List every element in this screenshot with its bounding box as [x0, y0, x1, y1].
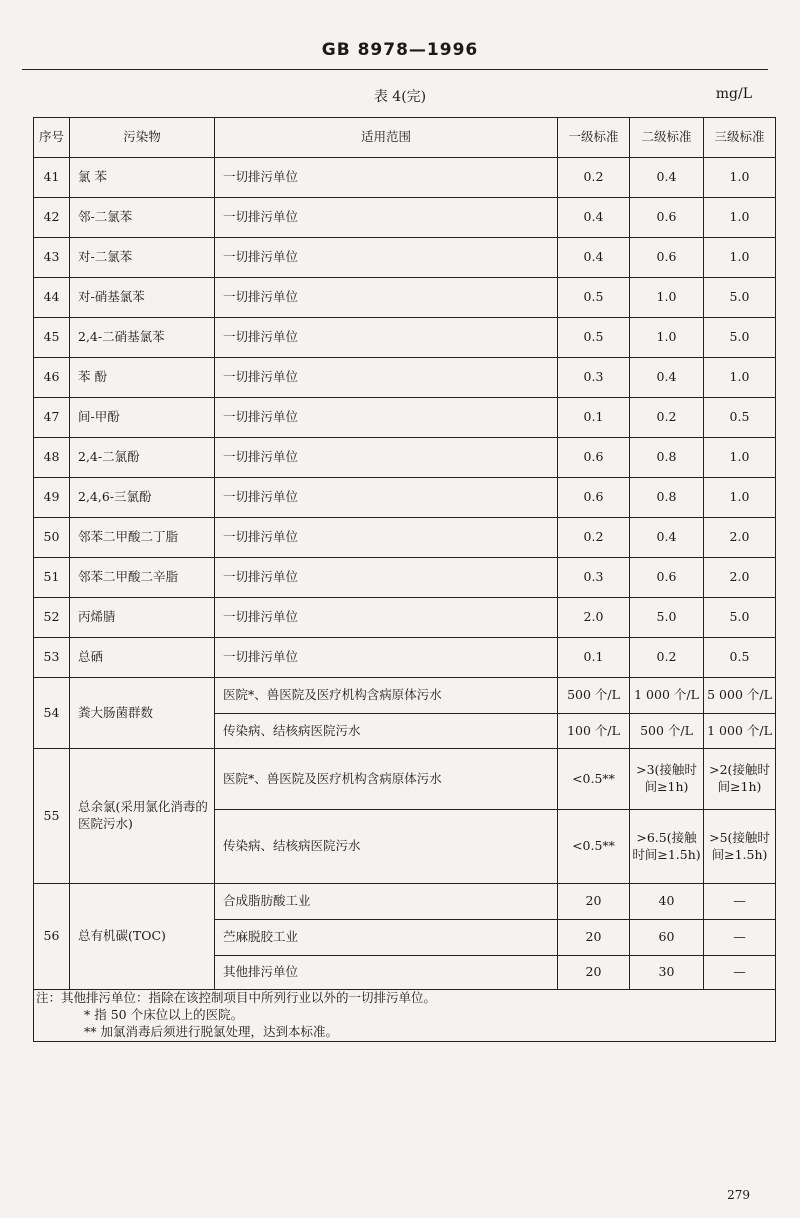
grade1-value: 0.4: [558, 238, 630, 278]
scope: 一切排污单位: [215, 638, 558, 678]
page-number: 279: [727, 1188, 750, 1202]
pollutant: 丙烯腈: [70, 598, 215, 638]
row-no: 47: [34, 398, 70, 438]
scope: 一切排污单位: [215, 198, 558, 238]
grade1-value: 0.6: [558, 478, 630, 518]
standard-header: GB 8978—1996: [321, 40, 479, 60]
grade1-value: 0.1: [558, 638, 630, 678]
grade3-value: 5.0: [704, 278, 776, 318]
table-row: [34, 358, 776, 398]
grade3-value: —: [704, 884, 776, 920]
pollutant: 总余氯(采用氯化消毒的医院污水): [70, 749, 215, 884]
unit-label: mg/L: [715, 86, 752, 102]
grade2-value: 1.0: [630, 318, 704, 358]
pollutant: 对-二氯苯: [70, 238, 215, 278]
grade1-value: 0.5: [558, 318, 630, 358]
grade3-value: —: [704, 956, 776, 990]
scope: 一切排污单位: [215, 558, 558, 598]
grade1-value: 0.3: [558, 558, 630, 598]
grade1-value: 0.6: [558, 438, 630, 478]
grade2-value: 40: [630, 884, 704, 920]
pollutant: 氯 苯: [70, 158, 215, 198]
grade1-value: <0.5**: [558, 749, 630, 810]
col-header-no: 序号: [34, 118, 70, 158]
grade3-value: 1.0: [704, 238, 776, 278]
table-row: [34, 158, 776, 198]
table-row: [34, 238, 776, 278]
row-no: 50: [34, 518, 70, 558]
scope: 一切排污单位: [215, 598, 558, 638]
grade2-value: 0.2: [630, 398, 704, 438]
scope: 医院*、兽医院及医疗机构含病原体污水: [215, 749, 558, 810]
grade1-value: 100 个/L: [558, 714, 630, 749]
note-line: ** 加氯消毒后须进行脱氯处理，达到本标准。: [84, 1023, 338, 1039]
col-header-pollutant: 污染物: [70, 118, 215, 158]
scope: 一切排污单位: [215, 478, 558, 518]
grade3-value: 5 000 个/L: [704, 678, 776, 714]
table-row: [34, 438, 776, 478]
scope: 合成脂肪酸工业: [215, 884, 558, 920]
grade2-value: 0.4: [630, 358, 704, 398]
grade2-value: 0.6: [630, 238, 704, 278]
row-no: 43: [34, 238, 70, 278]
pollutant: 间-甲酚: [70, 398, 215, 438]
grade2-value: 1.0: [630, 278, 704, 318]
grade3-value: 5.0: [704, 318, 776, 358]
grade3-value: 0.5: [704, 638, 776, 678]
table-row: [34, 398, 776, 438]
pollutant: 粪大肠菌群数: [70, 678, 215, 749]
col-header-scope: 适用范围: [215, 118, 558, 158]
table-row: [34, 598, 776, 638]
scope: 一切排污单位: [215, 238, 558, 278]
grade3-value: 0.5: [704, 398, 776, 438]
grade3-value: 1.0: [704, 198, 776, 238]
pollutant: 2,4-二氯酚: [70, 438, 215, 478]
grade3-value: 1.0: [704, 358, 776, 398]
grade3-value: 5.0: [704, 598, 776, 638]
row-no: 52: [34, 598, 70, 638]
scope: 一切排污单位: [215, 358, 558, 398]
row-no: 45: [34, 318, 70, 358]
scope: 传染病、结核病医院污水: [215, 810, 558, 884]
row-no: 51: [34, 558, 70, 598]
header-rule: [22, 69, 768, 70]
grade3-value: 1.0: [704, 158, 776, 198]
scope: 其他排污单位: [215, 956, 558, 990]
grade2-value: 1 000 个/L: [630, 678, 704, 714]
scope: 一切排污单位: [215, 278, 558, 318]
table-row: [34, 478, 776, 518]
col-header-grade1: 一级标准: [558, 118, 630, 158]
grade1-value: <0.5**: [558, 810, 630, 884]
grade2-value: 0.6: [630, 198, 704, 238]
table-caption: 表 4(完): [373, 89, 427, 105]
grade2-value: >3(接触时间≥1h): [630, 749, 704, 810]
pollutant: 2,4-二硝基氯苯: [70, 318, 215, 358]
grade2-value: 0.4: [630, 518, 704, 558]
grade3-value: 1.0: [704, 478, 776, 518]
table-row: [34, 749, 776, 810]
grade3-value: >5(接触时间≥1.5h): [704, 810, 776, 884]
scope: 一切排污单位: [215, 158, 558, 198]
scope: 苎麻脱胶工业: [215, 920, 558, 956]
table-row: [34, 558, 776, 598]
scope: 一切排污单位: [215, 518, 558, 558]
table-row: [34, 278, 776, 318]
grade2-value: 0.8: [630, 478, 704, 518]
grade2-value: >6.5(接触时间≥1.5h): [630, 810, 704, 884]
grade3-value: 1.0: [704, 438, 776, 478]
grade1-value: 2.0: [558, 598, 630, 638]
scope: 一切排污单位: [215, 398, 558, 438]
pollutant: 邻-二氯苯: [70, 198, 215, 238]
grade1-value: 0.1: [558, 398, 630, 438]
grade3-value: 1 000 个/L: [704, 714, 776, 749]
notes-row: [34, 990, 776, 1042]
grade1-value: 0.2: [558, 158, 630, 198]
grade1-value: 0.2: [558, 518, 630, 558]
table-row: [34, 518, 776, 558]
pollutant: 对-硝基氯苯: [70, 278, 215, 318]
grade1-value: 20: [558, 884, 630, 920]
grade2-value: 5.0: [630, 598, 704, 638]
table-row: [34, 678, 776, 714]
table-row: [34, 884, 776, 920]
row-no: 49: [34, 478, 70, 518]
table-row: [34, 638, 776, 678]
row-no: 44: [34, 278, 70, 318]
row-no: 41: [34, 158, 70, 198]
row-no: 48: [34, 438, 70, 478]
grade2-value: 0.4: [630, 158, 704, 198]
grade3-value: 2.0: [704, 518, 776, 558]
grade1-value: 500 个/L: [558, 678, 630, 714]
grade3-value: 2.0: [704, 558, 776, 598]
table-header-row: [34, 118, 776, 158]
pollutant: 邻苯二甲酸二丁脂: [70, 518, 215, 558]
grade1-value: 0.4: [558, 198, 630, 238]
scope: 传染病、结核病医院污水: [215, 714, 558, 749]
note-line: 注：其他排污单位：指除在该控制项目中所列行业以外的一切排污单位。: [36, 990, 437, 1005]
grade1-value: 20: [558, 956, 630, 990]
grade2-value: 0.6: [630, 558, 704, 598]
row-no: 56: [34, 884, 70, 990]
row-no: 55: [34, 749, 70, 884]
row-no: 42: [34, 198, 70, 238]
col-header-grade3: 三级标准: [704, 118, 776, 158]
row-no: 53: [34, 638, 70, 678]
scope: 医院*、兽医院及医疗机构含病原体污水: [215, 678, 558, 714]
table-row: [34, 198, 776, 238]
grade2-value: 0.8: [630, 438, 704, 478]
grade1-value: 0.3: [558, 358, 630, 398]
grade3-value: >2(接触时间≥1h): [704, 749, 776, 810]
pollutant: 苯 酚: [70, 358, 215, 398]
pollutant: 2,4,6-三氯酚: [70, 478, 215, 518]
grade3-value: —: [704, 920, 776, 956]
pollutant: 总硒: [70, 638, 215, 678]
grade1-value: 20: [558, 920, 630, 956]
row-no: 46: [34, 358, 70, 398]
scope: 一切排污单位: [215, 438, 558, 478]
grade2-value: 500 个/L: [630, 714, 704, 749]
grade2-value: 0.2: [630, 638, 704, 678]
row-no: 54: [34, 678, 70, 749]
scope: 一切排污单位: [215, 318, 558, 358]
standards-table: [33, 117, 776, 1042]
pollutant: 总有机碳(TOC): [70, 884, 215, 990]
note-line: * 指 50 个床位以上的医院。: [84, 1006, 244, 1022]
col-header-grade2: 二级标准: [630, 118, 704, 158]
pollutant: 邻苯二甲酸二辛脂: [70, 558, 215, 598]
grade1-value: 0.5: [558, 278, 630, 318]
grade2-value: 30: [630, 956, 704, 990]
table-row: [34, 318, 776, 358]
notes: [34, 990, 776, 1042]
grade2-value: 60: [630, 920, 704, 956]
